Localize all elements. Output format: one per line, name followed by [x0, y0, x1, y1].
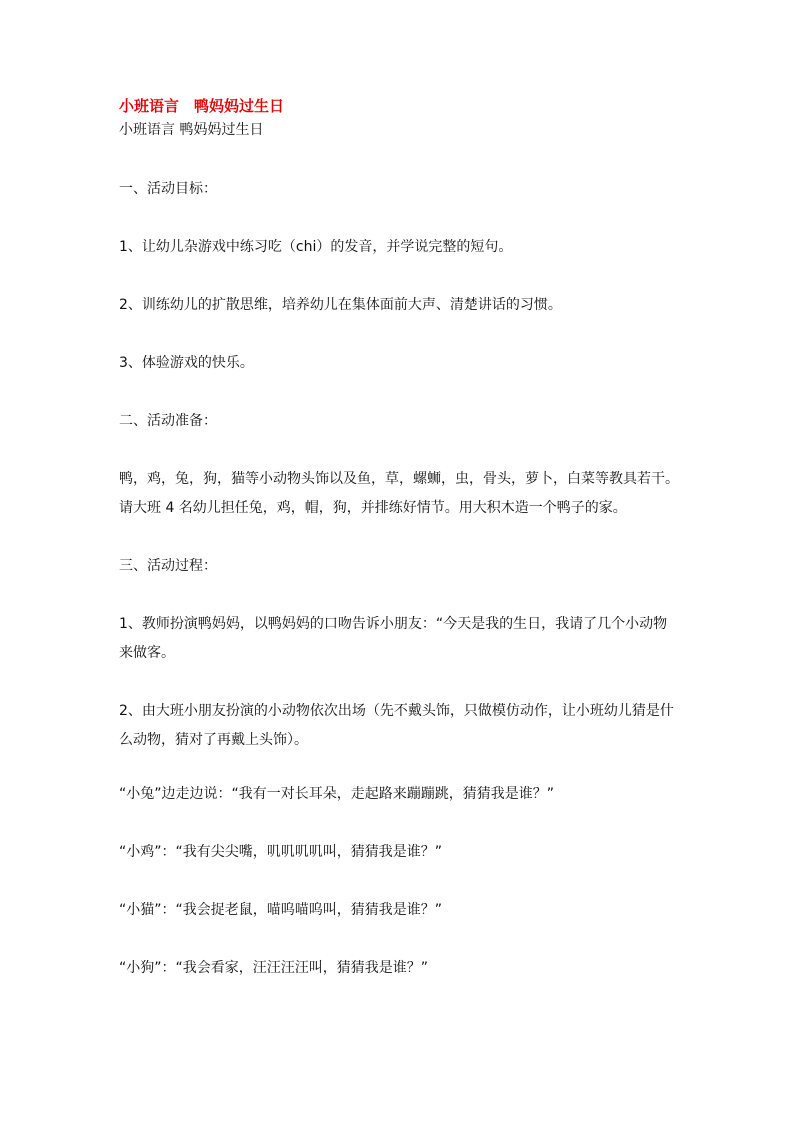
process-step-2: 2、由大班小朋友扮演的小动物依次出场（先不戴头饰，只做模仿动作，让小班幼儿猜是什么动物，猜对了再戴上头饰）。	[119, 703, 674, 748]
preparation-text: 鸭，鸡，兔，狗，猫等小动物头饰以及鱼，草，螺蛳，虫，骨头，萝卜，白菜等教具若干。请大班 4 名幼儿担任兔，鸡，帽，狗，并排练好情节。用大积木造一个鸭子的家。	[119, 471, 679, 516]
document-subtitle: 小班语言 鸭妈妈过生日	[119, 122, 264, 138]
goal-item-3: 3、体验游戏的快乐。	[119, 355, 254, 371]
dialogue-cat: “小猫”：“我会捉老鼠，喵呜喵呜叫，猜猜我是谁？”	[119, 902, 443, 918]
goal-item-2: 2、训练幼儿的扩散思维，培养幼儿在集体面前大声、清楚讲话的习惯。	[119, 297, 562, 313]
dialogue-dog: “小狗”：“我会看家，汪汪汪汪叫，猜猜我是谁？”	[119, 960, 429, 976]
section-heading-process: 三、活动过程：	[119, 558, 217, 574]
section-heading-goals: 一、活动目标：	[119, 181, 217, 197]
section-heading-preparation: 二、活动准备：	[119, 413, 217, 429]
dialogue-rabbit: “小兔”边走边说：“我有一对长耳朵，走起路来蹦蹦跳，猜猜我是谁？”	[119, 786, 555, 802]
document-body	[119, 94, 679, 1012]
goal-item-1: 1、让幼儿杂游戏中练习吃（chi）的发音，并学说完整的短句。	[119, 239, 513, 255]
dialogue-chicken: “小鸡”：“我有尖尖嘴，叽叽叽叽叫，猜猜我是谁？”	[119, 844, 443, 860]
process-step-1: 1、教师扮演鸭妈妈，以鸭妈妈的口吻告诉小朋友：“今天是我的生日，我请了几个小动物来做客。	[119, 616, 668, 661]
document-title: 小班语言 鸭妈妈过生日	[119, 97, 285, 115]
